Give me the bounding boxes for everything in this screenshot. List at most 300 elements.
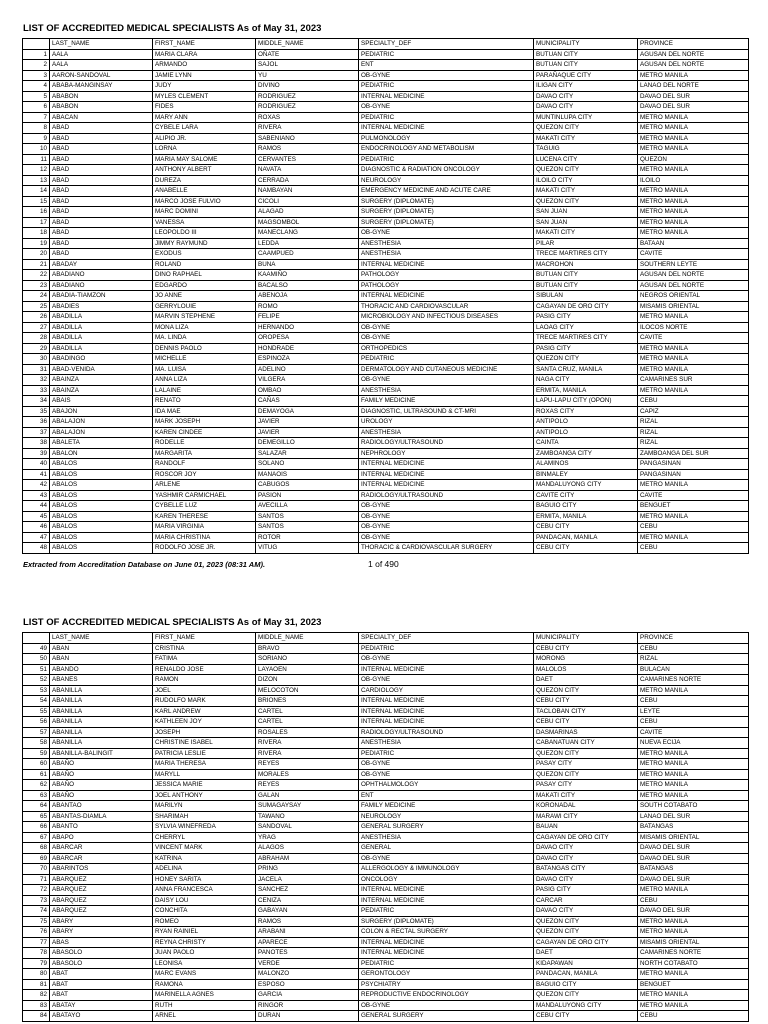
municipality-cell: SANTA CRUZ, MANILA <box>534 364 638 375</box>
municipality-cell: MANDALUYONG CITY <box>534 480 638 491</box>
last-name-cell: ABASOLO <box>50 958 153 969</box>
specialty-cell: ANESTHESIA <box>359 738 534 749</box>
last-name-cell: ABADILLA <box>50 322 153 333</box>
table-row <box>23 1000 749 1011</box>
municipality-cell: MARAWI CITY <box>534 811 638 822</box>
province-cell: CAVITE <box>638 490 749 501</box>
last-name-cell: ABANTAO <box>50 801 153 812</box>
specialty-cell: INTERNAL MEDICINE <box>359 717 534 728</box>
first-name-cell: FIDES <box>153 102 256 113</box>
province-cell: CAPIZ <box>638 406 749 417</box>
middle-name-cell: ROSALES <box>256 727 359 738</box>
first-name-cell: MARIA CLARA <box>153 49 256 60</box>
middle-name-cell: ARABANI <box>256 927 359 938</box>
table-row <box>23 927 749 938</box>
first-name-cell: MARIA THERESA <box>153 759 256 770</box>
last-name-cell: ABARY <box>50 916 153 927</box>
middle-name-cell: PRING <box>256 864 359 875</box>
row-number: 82 <box>23 990 50 1001</box>
middle-name-cell: CABUGOS <box>256 480 359 491</box>
row-number: 75 <box>23 916 50 927</box>
first-name-cell: ANTHONY ALBERT <box>153 165 256 176</box>
table-row <box>23 822 749 833</box>
province-cell: METRO MANILA <box>638 165 749 176</box>
specialty-cell: GERONTOLOGY <box>359 969 534 980</box>
first-name-cell: REYNA CHRISTY <box>153 937 256 948</box>
middle-name-cell: SANCHEZ <box>256 885 359 896</box>
middle-name-cell: DURAN <box>256 1011 359 1022</box>
last-name-cell: ABADIANO <box>50 280 153 291</box>
first-name-cell: MARY ANN <box>153 112 256 123</box>
last-name-cell: AALA <box>50 60 153 71</box>
province-cell: BULACAN <box>638 664 749 675</box>
specialty-cell: THORACIC AND CARDIOVASCULAR <box>359 301 534 312</box>
municipality-cell: CEBU CITY <box>534 717 638 728</box>
specialty-cell: INTERNAL MEDICINE <box>359 291 534 302</box>
middle-name-cell: DEMAYOGA <box>256 406 359 417</box>
row-number: 69 <box>23 853 50 864</box>
province-cell: METRO MANILA <box>638 748 749 759</box>
province-cell: LANAO DEL NORTE <box>638 81 749 92</box>
middle-name-cell: RIVERA <box>256 123 359 134</box>
specialty-cell: INTERNAL MEDICINE <box>359 259 534 270</box>
last-name-cell: ABAT <box>50 969 153 980</box>
province-cell: METRO MANILA <box>638 228 749 239</box>
municipality-cell: MUNTINLUPA CITY <box>534 112 638 123</box>
last-name-cell: AARON-SANDOVAL <box>50 70 153 81</box>
specialty-cell: ANESTHESIA <box>359 238 534 249</box>
municipality-cell: DAET <box>534 675 638 686</box>
first-name-cell: JO ANNE <box>153 291 256 302</box>
province-cell: METRO MANILA <box>638 990 749 1001</box>
specialty-cell: INTERNAL MEDICINE <box>359 469 534 480</box>
province-cell: SOUTHERN LEYTE <box>638 259 749 270</box>
last-name-cell: ABAD <box>50 133 153 144</box>
specialty-cell: INTERNAL MEDICINE <box>359 664 534 675</box>
municipality-cell: QUEZON CITY <box>534 354 638 365</box>
first-name-cell: ARMANDO <box>153 60 256 71</box>
specialty-cell: OB-GYNE <box>359 102 534 113</box>
province-cell: RIZAL <box>638 438 749 449</box>
specialty-cell: INTERNAL MEDICINE <box>359 123 534 134</box>
middle-name-cell: RODRIGUEZ <box>256 91 359 102</box>
middle-name-cell: ROTOR <box>256 532 359 543</box>
middle-name-cell: MELOCOTON <box>256 685 359 696</box>
last-name-cell: ABADAY <box>50 259 153 270</box>
province-cell: ZAMBOANGA DEL SUR <box>638 448 749 459</box>
province-cell: DAVAO DEL SUR <box>638 91 749 102</box>
municipality-cell: PASIG CITY <box>534 343 638 354</box>
last-name-cell: ABADINGO <box>50 354 153 365</box>
province-cell: METRO MANILA <box>638 312 749 323</box>
specialty-cell: OB-GYNE <box>359 333 534 344</box>
province-cell: CAMARINES NORTE <box>638 675 749 686</box>
row-number: 16 <box>23 207 50 218</box>
middle-name-cell: OÑATE <box>256 49 359 60</box>
last-name-cell: ABAD <box>50 144 153 155</box>
table-row <box>23 885 749 896</box>
last-name-cell: ABAINZA <box>50 385 153 396</box>
municipality-cell: PILAR <box>534 238 638 249</box>
middle-name-cell: JAVIER <box>256 417 359 428</box>
last-name-cell: ABALOS <box>50 490 153 501</box>
specialty-cell: OB-GYNE <box>359 501 534 512</box>
first-name-cell: VANESSA <box>153 217 256 228</box>
row-number: 48 <box>23 543 50 554</box>
table-row <box>23 685 749 696</box>
middle-name-cell: MAGSOMBOL <box>256 217 359 228</box>
province-cell: METRO MANILA <box>638 133 749 144</box>
province-cell: BENGUET <box>638 979 749 990</box>
first-name-cell: FATIMA <box>153 654 256 665</box>
row-number: 33 <box>23 385 50 396</box>
first-name-cell: MARIA MAY SALOME <box>153 154 256 165</box>
municipality-cell: ZAMBOANGA CITY <box>534 448 638 459</box>
middle-name-cell: CARTEL <box>256 717 359 728</box>
province-cell: METRO MANILA <box>638 885 749 896</box>
municipality-cell: CARCAR <box>534 895 638 906</box>
municipality-cell: BAGUIO CITY <box>534 501 638 512</box>
province-cell: METRO MANILA <box>638 144 749 155</box>
last-name-cell: ABAPO <box>50 832 153 843</box>
middle-name-cell: MANECLANG <box>256 228 359 239</box>
first-name-cell: RENATO <box>153 396 256 407</box>
last-name-cell: ABALOS <box>50 459 153 470</box>
municipality-cell: DAVAO CITY <box>534 906 638 917</box>
municipality-cell: QUEZON CITY <box>534 769 638 780</box>
row-number: 46 <box>23 522 50 533</box>
table-row <box>23 916 749 927</box>
row-number: 3 <box>23 70 50 81</box>
row-number: 1 <box>23 49 50 60</box>
first-name-cell: MARVIN STEPHENE <box>153 312 256 323</box>
last-name-cell: ABALOS <box>50 543 153 554</box>
municipality-cell: DAVAO CITY <box>534 853 638 864</box>
municipality-cell: PARAÑAQUE CITY <box>534 70 638 81</box>
first-name-cell: CONCHITA <box>153 906 256 917</box>
last-name-cell: ABAD <box>50 154 153 165</box>
specialty-cell: PEDIATRIC <box>359 49 534 60</box>
row-number: 2 <box>23 60 50 71</box>
province-cell: METRO MANILA <box>638 112 749 123</box>
middle-name-cell: GABAYAN <box>256 906 359 917</box>
province-cell: METRO MANILA <box>638 217 749 228</box>
last-name-cell: ABADIANO <box>50 270 153 281</box>
middle-name-cell: OMBAO <box>256 385 359 396</box>
table-row <box>23 811 749 822</box>
middle-name-cell: SAJOL <box>256 60 359 71</box>
column-header: PROVINCE <box>638 39 749 50</box>
row-number: 7 <box>23 112 50 123</box>
province-cell: METRO MANILA <box>638 1000 749 1011</box>
province-cell: METRO MANILA <box>638 343 749 354</box>
specialty-cell: CARDIOLOGY <box>359 685 534 696</box>
province-cell: METRO MANILA <box>638 511 749 522</box>
row-number: 65 <box>23 811 50 822</box>
specialty-cell: THORACIC & CARDIOVASCULAR SURGERY <box>359 543 534 554</box>
row-number: 57 <box>23 727 50 738</box>
middle-name-cell: SALAZAR <box>256 448 359 459</box>
middle-name-cell: RINGOR <box>256 1000 359 1011</box>
specialty-cell: EMERGENCY MEDICINE AND ACUTE CARE <box>359 186 534 197</box>
province-cell: METRO MANILA <box>638 196 749 207</box>
row-number: 62 <box>23 780 50 791</box>
table-row <box>23 717 749 728</box>
first-name-cell: MARIA VIRGINIA <box>153 522 256 533</box>
municipality-cell: BUTUAN CITY <box>534 270 638 281</box>
row-number: 67 <box>23 832 50 843</box>
row-number: 72 <box>23 885 50 896</box>
last-name-cell: ABARCAR <box>50 853 153 864</box>
province-cell: ILOCOS NORTE <box>638 322 749 333</box>
specialists-table <box>22 632 749 1022</box>
specialty-cell: PATHOLOGY <box>359 270 534 281</box>
municipality-cell: ILIGAN CITY <box>534 81 638 92</box>
first-name-cell: LEONISA <box>153 958 256 969</box>
last-name-cell: ABALOS <box>50 532 153 543</box>
specialty-cell: OB-GYNE <box>359 675 534 686</box>
table-row <box>23 706 749 717</box>
row-number: 51 <box>23 664 50 675</box>
municipality-cell: DAET <box>534 948 638 959</box>
last-name-cell: ABAS <box>50 937 153 948</box>
last-name-cell: ABALAJON <box>50 417 153 428</box>
province-cell: QUEZON <box>638 154 749 165</box>
middle-name-cell: ESPINOZA <box>256 354 359 365</box>
page-title: LIST OF ACCREDITED MEDICAL SPECIALISTS As of May 31, 2023 <box>23 23 322 34</box>
specialty-cell: PSYCHIATRY <box>359 979 534 990</box>
municipality-cell: MAKATI CITY <box>534 186 638 197</box>
page-title: LIST OF ACCREDITED MEDICAL SPECIALISTS As of May 31, 2023 <box>23 617 322 628</box>
municipality-cell: BUTUAN CITY <box>534 60 638 71</box>
municipality-cell: CEBU CITY <box>534 696 638 707</box>
row-number: 44 <box>23 501 50 512</box>
municipality-cell: BINMALEY <box>534 469 638 480</box>
province-cell: PANGASINAN <box>638 459 749 470</box>
middle-name-cell: BRAVO <box>256 643 359 654</box>
first-name-cell: MYLES CLEMENT <box>153 91 256 102</box>
province-cell: METRO MANILA <box>638 354 749 365</box>
middle-name-cell: DIVINO <box>256 81 359 92</box>
last-name-cell: ABALAJON <box>50 427 153 438</box>
province-cell: METRO MANILA <box>638 969 749 980</box>
table-row <box>23 696 749 707</box>
municipality-cell: KIDAPAWAN <box>534 958 638 969</box>
row-number: 79 <box>23 958 50 969</box>
municipality-cell: QUEZON CITY <box>534 165 638 176</box>
table-row <box>23 738 749 749</box>
table-row <box>23 832 749 843</box>
last-name-cell: ABARCAR <box>50 843 153 854</box>
table-row <box>23 969 749 980</box>
last-name-cell: ABAD <box>50 186 153 197</box>
middle-name-cell: CARTEL <box>256 706 359 717</box>
row-number: 49 <box>23 643 50 654</box>
table-row <box>23 874 749 885</box>
first-name-cell: KATRINA <box>153 853 256 864</box>
municipality-cell: DAVAO CITY <box>534 102 638 113</box>
province-cell: CEBU <box>638 643 749 654</box>
table-row <box>23 664 749 675</box>
last-name-cell: ABAÑO <box>50 759 153 770</box>
specialty-cell: OB-GYNE <box>359 511 534 522</box>
first-name-cell: CHRISTINE ISABEL <box>153 738 256 749</box>
row-number: 27 <box>23 322 50 333</box>
specialty-cell: RADIOLOGY/ULTRASOUND <box>359 490 534 501</box>
last-name-cell: ABANILLA <box>50 727 153 738</box>
municipality-cell: PANDACAN, MANILA <box>534 532 638 543</box>
municipality-cell: QUEZON CITY <box>534 916 638 927</box>
province-cell: ILOILO <box>638 175 749 186</box>
municipality-cell: MALOLOS <box>534 664 638 675</box>
first-name-cell: MARK JOSEPH <box>153 417 256 428</box>
middle-name-cell: BACALSO <box>256 280 359 291</box>
middle-name-cell: ABENOJA <box>256 291 359 302</box>
last-name-cell: ABAD <box>50 165 153 176</box>
middle-name-cell: BRIONES <box>256 696 359 707</box>
first-name-cell: ROMEO <box>153 916 256 927</box>
middle-name-cell: YRAG <box>256 832 359 843</box>
middle-name-cell: DEMEGILLO <box>256 438 359 449</box>
specialty-cell: OB-GYNE <box>359 769 534 780</box>
table-row <box>23 843 749 854</box>
last-name-cell: ABADILLA <box>50 333 153 344</box>
province-cell: MISAMIS ORIENTAL <box>638 832 749 843</box>
last-name-cell: ABARQUEZ <box>50 874 153 885</box>
middle-name-cell: GARCIA <box>256 990 359 1001</box>
middle-name-cell: PASION <box>256 490 359 501</box>
specialty-cell: OB-GYNE <box>359 375 534 386</box>
municipality-cell: LAOAG CITY <box>534 322 638 333</box>
table-row <box>23 853 749 864</box>
last-name-cell: ABALOS <box>50 522 153 533</box>
table-row <box>23 780 749 791</box>
specialty-cell: SURGERY (DIPLOMATE) <box>359 196 534 207</box>
middle-name-cell: REYES <box>256 759 359 770</box>
row-number: 84 <box>23 1011 50 1022</box>
last-name-cell: ABABA-MANGINSAY <box>50 81 153 92</box>
middle-name-cell: HONDRADE <box>256 343 359 354</box>
specialty-cell: OB-GYNE <box>359 70 534 81</box>
middle-name-cell: VERDE <box>256 958 359 969</box>
row-number: 68 <box>23 843 50 854</box>
municipality-cell: CAGAYAN DE ORO CITY <box>534 832 638 843</box>
specialty-cell: PULMONOLOGY <box>359 133 534 144</box>
row-number: 60 <box>23 759 50 770</box>
middle-name-cell: NAVATA <box>256 165 359 176</box>
municipality-cell: ANTIPOLO <box>534 417 638 428</box>
municipality-cell: BATANGAS CITY <box>534 864 638 875</box>
province-cell: BATAAN <box>638 238 749 249</box>
last-name-cell: ABARQUEZ <box>50 885 153 896</box>
first-name-cell: RODOLFO JOSE JR. <box>153 543 256 554</box>
row-number: 15 <box>23 196 50 207</box>
last-name-cell: ABANILLA <box>50 738 153 749</box>
province-cell: METRO MANILA <box>638 759 749 770</box>
last-name-cell: AALA <box>50 49 153 60</box>
row-number: 28 <box>23 333 50 344</box>
row-number: 56 <box>23 717 50 728</box>
municipality-cell: ANTIPOLO <box>534 427 638 438</box>
specialty-cell: SURGERY (DIPLOMATE) <box>359 217 534 228</box>
municipality-cell: ILOILO CITY <box>534 175 638 186</box>
row-number: 35 <box>23 406 50 417</box>
last-name-cell: ABALOS <box>50 480 153 491</box>
column-header: SPECIALTY_DEF <box>359 39 534 50</box>
row-number: 32 <box>23 375 50 386</box>
last-name-cell: ABALOS <box>50 501 153 512</box>
row-number: 4 <box>23 81 50 92</box>
specialty-cell: SURGERY (DIPLOMATE) <box>359 916 534 927</box>
first-name-cell: RYAN RAINIEL <box>153 927 256 938</box>
last-name-cell: ABANTO <box>50 822 153 833</box>
municipality-cell: MAKATI CITY <box>534 790 638 801</box>
first-name-cell: ANABELLE <box>153 186 256 197</box>
last-name-cell: ABAÑO <box>50 780 153 791</box>
province-cell: CEBU <box>638 895 749 906</box>
middle-name-cell: SANDOVAL <box>256 822 359 833</box>
specialty-cell: PEDIATRIC <box>359 354 534 365</box>
middle-name-cell: LAYAOEN <box>256 664 359 675</box>
row-number: 55 <box>23 706 50 717</box>
middle-name-cell: SANTOS <box>256 522 359 533</box>
table-row <box>23 895 749 906</box>
specialty-cell: PEDIATRIC <box>359 643 534 654</box>
province-cell: METRO MANILA <box>638 123 749 134</box>
province-cell: CEBU <box>638 717 749 728</box>
first-name-cell: MARILYN <box>153 801 256 812</box>
province-cell: CEBU <box>638 1011 749 1022</box>
specialty-cell: REPRODUCTIVE ENDOCRINOLOGY <box>359 990 534 1001</box>
middle-name-cell: ALAGAD <box>256 207 359 218</box>
specialty-cell: ORTHOPEDICS <box>359 343 534 354</box>
specialty-cell: FAMILY MEDICINE <box>359 801 534 812</box>
last-name-cell: ABARINTOS <box>50 864 153 875</box>
row-number: 38 <box>23 438 50 449</box>
table-header-row <box>23 633 749 644</box>
middle-name-cell: SOLANO <box>256 459 359 470</box>
row-number: 47 <box>23 532 50 543</box>
first-name-cell: MARYLL <box>153 769 256 780</box>
last-name-cell: ABARY <box>50 927 153 938</box>
specialty-cell: GENERAL <box>359 843 534 854</box>
specialty-cell: OB-GYNE <box>359 522 534 533</box>
municipality-cell: QUEZON CITY <box>534 927 638 938</box>
middle-name-cell: REYES <box>256 780 359 791</box>
first-name-cell: RUTH <box>153 1000 256 1011</box>
municipality-cell: PANDACAN, MANILA <box>534 969 638 980</box>
middle-name-cell: ROXAS <box>256 112 359 123</box>
row-number: 30 <box>23 354 50 365</box>
table-row <box>23 937 749 948</box>
specialty-cell: INTERNAL MEDICINE <box>359 937 534 948</box>
table-row <box>23 979 749 990</box>
specialty-cell: ENDOCRINOLOGY AND METABOLISM <box>359 144 534 155</box>
row-number: 17 <box>23 217 50 228</box>
table-row <box>23 748 749 759</box>
province-cell: DAVAO DEL SUR <box>638 102 749 113</box>
municipality-cell: CEBU CITY <box>534 1011 638 1022</box>
municipality-cell: NAGA CITY <box>534 375 638 386</box>
middle-name-cell: RODRIGUEZ <box>256 102 359 113</box>
first-name-cell: DAISY LOU <box>153 895 256 906</box>
middle-name-cell: ROMO <box>256 301 359 312</box>
first-name-cell: MA. LUISA <box>153 364 256 375</box>
middle-name-cell: SABENIANO <box>256 133 359 144</box>
middle-name-cell: JACELA <box>256 874 359 885</box>
first-name-cell: SYLVIA WINEFREDA <box>153 822 256 833</box>
specialty-cell: PEDIATRIC <box>359 154 534 165</box>
